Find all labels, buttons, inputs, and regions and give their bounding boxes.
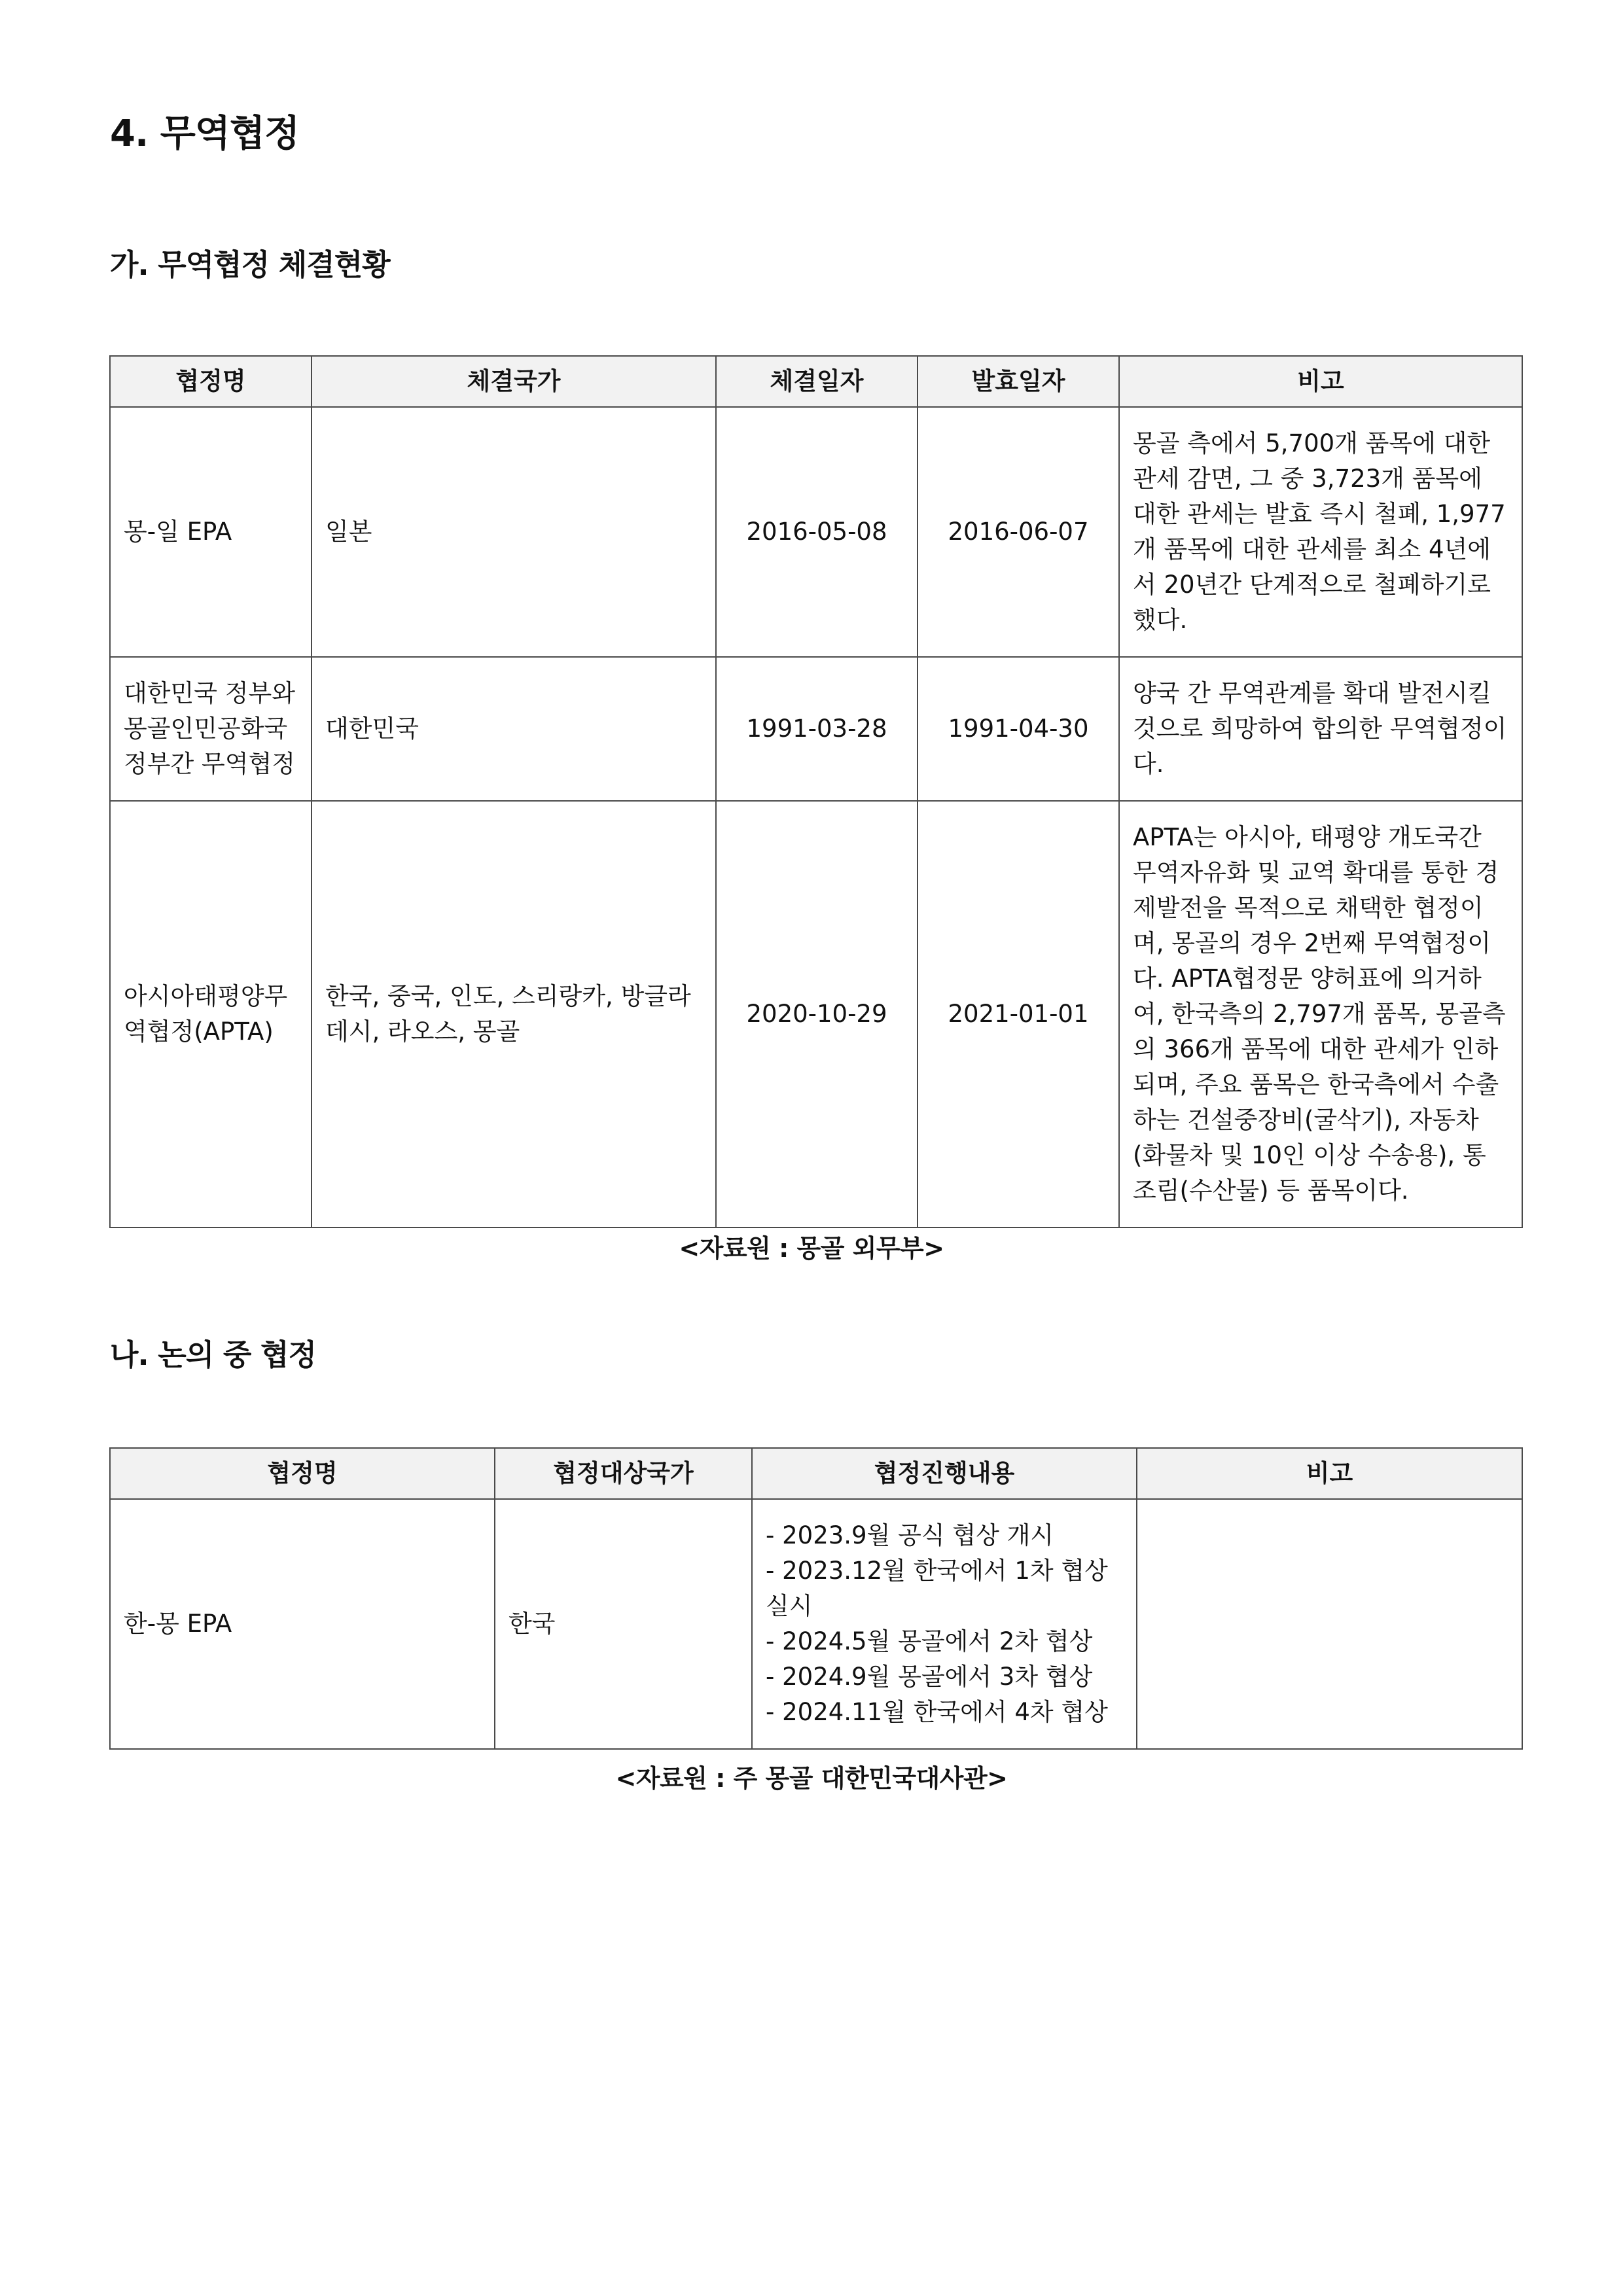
agreement-name: 몽-일 EPA (110, 407, 312, 657)
table-header-row (110, 1448, 1522, 1499)
header-signed-date: 체결일자 (716, 356, 918, 407)
agreement-name: 아시아태평양무역협정(APTA) (110, 801, 312, 1227)
effective-date: 2021-01-01 (918, 801, 1119, 1227)
signed-date: 2016-05-08 (716, 407, 918, 657)
agreement-name: 한-몽 EPA (110, 1499, 495, 1749)
remarks: 양국 간 무역관계를 확대 발전시킬 것으로 희망하여 합의한 무역협정이다. (1119, 657, 1522, 801)
signed-date: 2020-10-29 (716, 801, 918, 1227)
section-title-trade-agreements: 가. 무역협정 체결현황 (110, 247, 390, 282)
negotiations-table (109, 1447, 1523, 1750)
effective-date: 1991-04-30 (918, 657, 1119, 801)
header-agreement-name: 협정명 (110, 356, 312, 407)
partner-country: 일본 (312, 407, 716, 657)
header-effective-date: 발효일자 (918, 356, 1119, 407)
remarks: 몽골 측에서 5,700개 품목에 대한 관세 감면, 그 중 3,723개 품목에 대한 관세는 발효 즉시 철폐, 1,977개 품목에 대한 관세를 최소 4년에서 20년간 단계적으로 철폐하기로 했다. (1119, 407, 1522, 657)
target-country: 한국 (495, 1499, 752, 1749)
table-row (110, 407, 1522, 657)
signed-date: 1991-03-28 (716, 657, 918, 801)
negotiation-progress: - 2023.9월 공식 협상 개시 - 2023.12월 한국에서 1차 협상 실시 - 2024.5월 몽골에서 2차 협상 - 2024.9월 몽골에서 3차 협상 - 2024.11월 한국에서 4차 협상 (752, 1499, 1137, 1749)
page-title: 4. 무역협정 (110, 113, 300, 155)
remarks (1137, 1499, 1522, 1749)
header-partner-country: 체결국가 (312, 356, 716, 407)
table-source-caption: <자료원 : 주 몽골 대한민국대사관> (615, 1764, 1008, 1793)
table-row (110, 1499, 1522, 1749)
partner-country: 한국, 중국, 인도, 스리랑카, 방글라데시, 라오스, 몽골 (312, 801, 716, 1227)
table-source-caption: <자료원 : 몽골 외무부> (679, 1234, 944, 1263)
table-row (110, 657, 1522, 801)
header-remarks: 비고 (1119, 356, 1522, 407)
table-row (110, 801, 1522, 1227)
header-agreement-name: 협정명 (110, 1448, 495, 1499)
header-progress: 협정진행내용 (752, 1448, 1137, 1499)
agreement-name: 대한민국 정부와 몽골인민공화국 정부간 무역협정 (110, 657, 312, 801)
header-remarks: 비고 (1137, 1448, 1522, 1499)
effective-date: 2016-06-07 (918, 407, 1119, 657)
header-target-country: 협정대상국가 (495, 1448, 752, 1499)
partner-country: 대한민국 (312, 657, 716, 801)
trade-agreements-table (109, 355, 1523, 1228)
table-header-row (110, 356, 1522, 407)
remarks: APTA는 아시아, 태평양 개도국간 무역자유화 및 교역 확대를 통한 경제발전을 목적으로 채택한 협정이며, 몽골의 경우 2번째 무역협정이다. APTA협정문 양허표에 의거하여, 한국측의 2,797개 품목, 몽골측의 366개 품목에 대한 관세가 인하되며, 주요 품목은 한국측에서 수출하는 건설중장비(굴삭기), 자동차(화물차 및 10인 이상 수송용), 통조림(수산물) 등 품목이다. (1119, 801, 1522, 1227)
section-title-negotiations: 나. 논의 중 협정 (110, 1337, 316, 1372)
